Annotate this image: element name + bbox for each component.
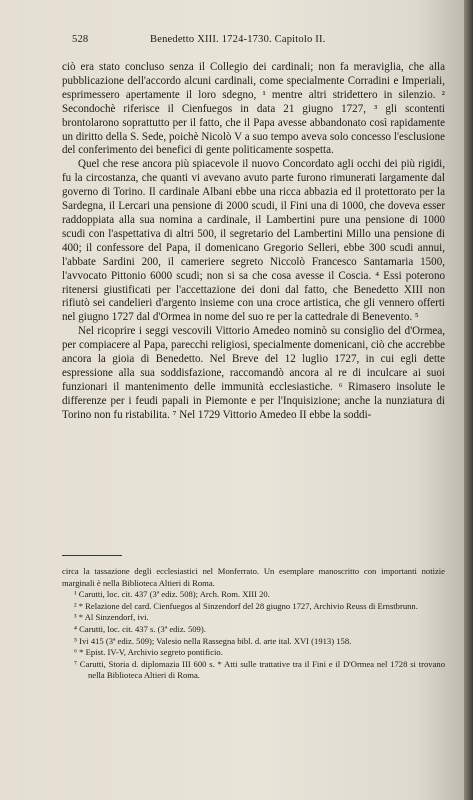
main-text: [62, 61, 445, 423]
footnote: ⁷ Carutti, Storia d. diplomazia III 600 s. * Atti sulle trattative tra il Fini e il D'Ormea nel 1728 si trovano nella Biblioteca Altieri di Roma.: [74, 658, 445, 681]
footnote: ⁵ Ivi 415 (3ª ediz. 509); Valesio nella Rassegna bibl. d. arte ital. XVI (1913) 158.: [74, 635, 352, 646]
footnote: ² * Relazione del card. Cienfuegos al Sinzendorf del 28 giugno 1727, Archivio Reuss di Ernstbrunn.: [74, 600, 418, 611]
footnote: ¹ Carutti, loc. cit. 437 (3ª ediz. 508); Arch. Rom. XIII 20.: [74, 589, 270, 600]
footnotes: [62, 566, 445, 682]
footnote-continuation: circa la tassazione degli ecclesiastici nel Monferrato. Un esemplare manoscritto con importanti notizie marginali è nella Biblioteca Altieri di Roma.: [62, 566, 445, 588]
paragraph: Quel che rese ancora più spiacevole il nuovo Concordato agli occhi dei più rigidi, fu la circostanza, che quanti vi avevano avuto parte furono rimunerati largamente dal governo di Torino. Il cardinale Albani ebbe una ricca abbazia ed il protettorato per la Sardegna, il Lercari una pensione di 2000 scudi, il Fini una di 1000, che doveva esser raddoppiata alla sua nomina a cardinale, il Lambertini pure una pensione di 1000 scudi con l'aspettativa di altri 500, il segretario del Lambertini Millo una pensione di 400; il confessore del Papa, il domenicano Gregorio Selleri, ebbe 300 scudi annui, l'abbate Sardini 200, il cameriere segreto Niccolò Francesco Santamaria 1500, l'avvocato Pittonio 6000 scudi; non si sa che cosa avesse il Coscia. ⁴ Essi poterono ritenersi giustificati per l'accettazione dei doni dal fatto, che Benedetto XIII non rifiutò sei candelieri d'argento insieme con una croce artistica, che gli vennero offerti nel giugno 1727 dal d'Ormea in nome del suo re per la cattedrale di Benevento. ⁵: [62, 158, 445, 324]
footnote: ⁴ Carutti, loc. cit. 437 s. (3ª ediz. 509).: [74, 623, 206, 634]
paragraph: ciò era stato concluso senza il Collegio dei cardinali; non fa meraviglia, che alla pubblicazione dell'accordo alcuni cardinali, come specialmente Corradini e Imperiali, esprimessero apertamente il loro sdegno, ¹ mentre altri stridettero in silenzio. ² Secondochè riferisce il Cienfuegos in data 21 giugno 1727, ³ gli scontenti brontolarono soprattutto per il fatto, che il Papa avesse abbandonato così rapidamente un diritto della S. Sede, poichè Nicolò V a suo tempo aveva solo concesso l'esclusione del conferimento dei benefici di gente politicamente sospetta.: [62, 61, 445, 157]
footnote: ³ * Al Sinzendorf, ivi.: [74, 612, 149, 623]
page-edge-shadow: [464, 0, 473, 800]
paragraph: Nel ricoprire i seggi vescovili Vittorio Amedeo nominò su consiglio del d'Ormea, per compiacere al Papa, parecchi religiosi, specialmente domenicani, ciò che accrebbe ancora la gioia di Benedetto. Nel Breve del 12 luglio 1727, in cui egli dette espressione alla sua soddisfazione, raccomandò ancora al re di inculcare ai suoi funzionari il mantenimento delle immunità ecclesiastiche. ⁶ Rimasero insolute le differenze per i feudi papali in Piemonte e per l'Inquisizione; anche la nunziatura di Torino non fu ristabilita. ⁷ Nel 1729 Vittorio Amedeo II ebbe la soddi-: [62, 325, 445, 421]
footnote: ⁶ * Epist. IV-V, Archivio segreto pontificio.: [74, 647, 223, 658]
running-title: Benedetto XIII. 1724-1730. Capitolo II.: [150, 34, 326, 45]
footnote-separator: [62, 555, 122, 556]
page-number: 528: [72, 34, 89, 45]
